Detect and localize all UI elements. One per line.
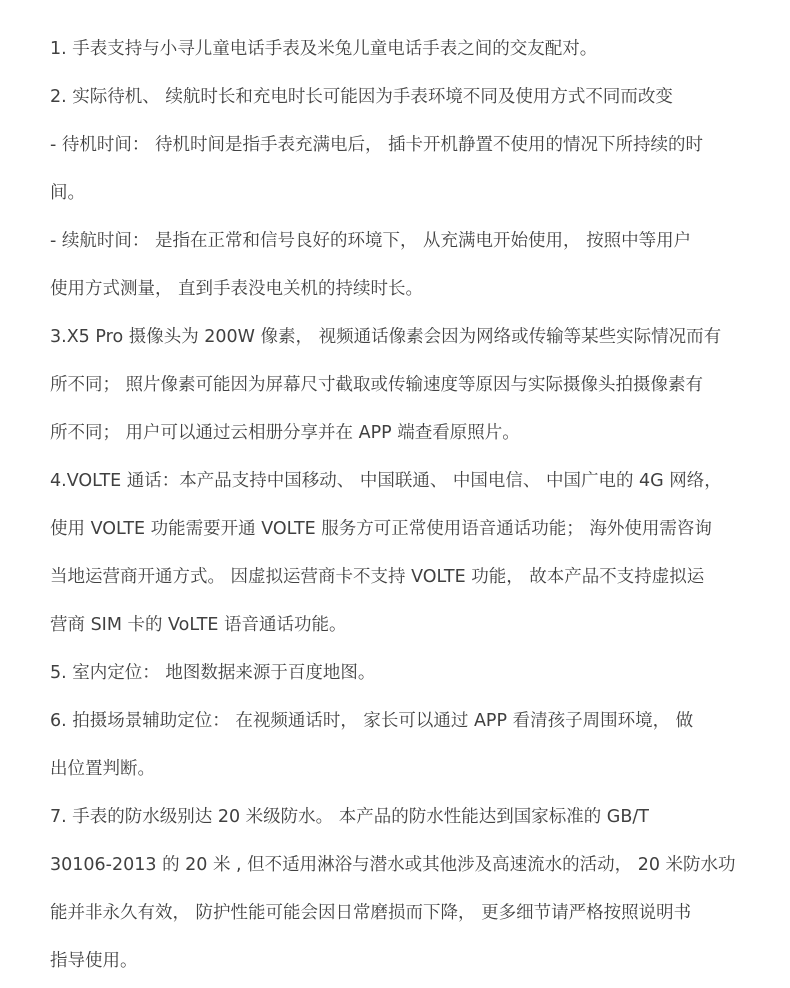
text-line: 6. 拍摄场景辅助定位： 在视频通话时， 家长可以通过 APP 看清孩子周围环境， 做 (50, 711, 694, 731)
text-line: 2. 实际待机、 续航时长和充电时长可能因为手表环境不同及使用方式不同而改变 (50, 87, 673, 107)
text-line: 4.VOLTE 通话：本产品支持中国移动、 中国联通、 中国电信、 中国广电的 4G 网络， (50, 471, 722, 491)
text-line: 7. 手表的防水级别达 20 米级防水。 本产品的防水性能达到国家标准的 GB/T (50, 807, 649, 827)
text-line: - 待机时间： 待机时间是指手表充满电后， 插卡开机静置不使用的情况下所持续的时 (50, 135, 704, 155)
text-line: 使用 VOLTE 功能需要开通 VOLTE 服务方可正常使用语音通话功能； 海外使用需咨询 (50, 519, 712, 539)
text-line: - 续航时间： 是指在正常和信号良好的环境下， 从充满电开始使用， 按照中等用户 (50, 231, 692, 251)
text-line: 5. 室内定位： 地图数据来源于百度地图。 (50, 663, 376, 683)
text-line: 当地运营商开通方式。 因虚拟运营商卡不支持 VOLTE 功能， 故本产品不支持虚拟运 (50, 567, 705, 587)
text-line: 30106-2013 的 20 米 , 但不适用淋浴与潜水或其他涉及高速流水的活动， 20 米防水功 (50, 855, 736, 875)
text-line: 使用方式测量， 直到手表没电关机的持续时长。 (50, 279, 424, 299)
text-line: 出位置判断。 (50, 759, 155, 779)
text-line: 能并非永久有效， 防护性能可能会因日常磨损而下降， 更多细节请严格按照说明书 (50, 903, 692, 923)
text-line: 所不同； 照片像素可能因为屏幕尺寸截取或传输速度等原因与实际摄像头拍摄像素有 (50, 375, 704, 395)
text-line: 所不同； 用户可以通过云相册分享并在 APP 端查看原照片。 (50, 423, 520, 443)
text-line: 营商 SIM 卡的 VoLTE 语音通话功能。 (50, 615, 347, 635)
text-line: 指导使用。 (50, 951, 138, 971)
text-line: 1. 手表支持与小寻儿童电话手表及米兔儿童电话手表之间的交友配对。 (50, 39, 598, 59)
text-line: 3.X5 Pro 摄像头为 200W 像素， 视频通话像素会因为网络或传输等某些实际情况而有 (50, 327, 722, 347)
text-line: 间。 (50, 183, 85, 203)
